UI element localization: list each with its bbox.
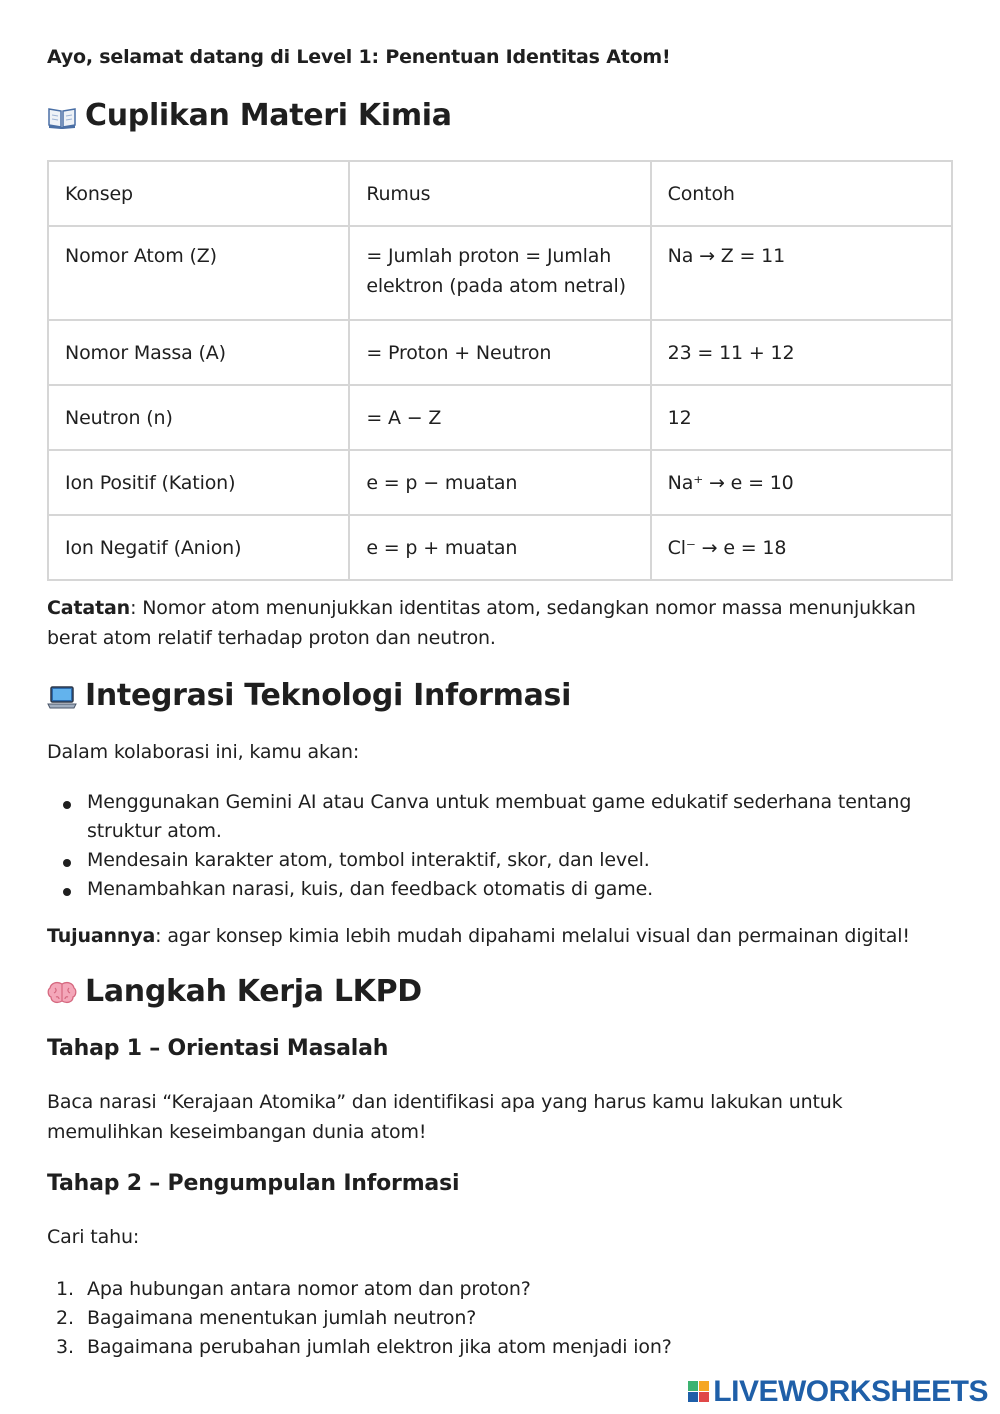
list-item: 1. Apa hubungan antara nomor atom dan proton?	[56, 1278, 531, 1300]
section2-lead: Dalam kolaborasi ini, kamu akan:	[47, 741, 360, 763]
intro-text: Ayo, selamat datang di Level 1: Penentuan Identitas Atom!	[47, 46, 671, 68]
note-text: : Nomor atom menunjukkan identitas atom, sedangkan nomor massa menunjukkan berat atom relatif terhadap proton dan neutron.	[47, 597, 916, 649]
section-title-text: Langkah Kerja LKPD	[85, 974, 422, 1009]
question-text: Bagaimana perubahan jumlah elektron jika atom menjadi ion?	[87, 1336, 672, 1358]
table-row	[48, 320, 952, 385]
section-title-materi	[47, 98, 452, 133]
table-header-row	[48, 161, 952, 226]
table-cell: Ion Negatif (Anion)	[48, 515, 349, 580]
brain-icon	[47, 979, 77, 1005]
liveworksheets-logo	[688, 1375, 988, 1409]
table-cell: = Proton + Neutron	[349, 320, 650, 385]
table-header-cell: Konsep	[48, 161, 349, 226]
table-row	[48, 226, 952, 320]
question-list	[47, 1275, 672, 1362]
table-row	[48, 385, 952, 450]
table-cell: 23 = 11 + 12	[651, 320, 952, 385]
step1-text: Baca narasi “Kerajaan Atomika” dan identifikasi apa yang harus kamu lakukan untuk memulihkan keseimbangan dunia atom!	[47, 1091, 843, 1143]
section-title-text: Integrasi Teknologi Informasi	[85, 678, 572, 713]
table-cell: Cl⁻ → e = 18	[651, 515, 952, 580]
list-item: 2. Bagaimana menentukan jumlah neutron?	[56, 1307, 477, 1329]
list-item: Mendesain karakter atom, tombol interaktif, skor, dan level.	[47, 846, 927, 875]
table-header-cell: Contoh	[651, 161, 952, 226]
note-label: Catatan	[47, 597, 131, 619]
list-item: Menggunakan Gemini AI atau Canva untuk membuat game edukatif sederhana tentang struktur atom.	[47, 788, 927, 846]
table-row	[48, 515, 952, 580]
list-item: Menambahkan narasi, kuis, dan feedback otomatis di game.	[47, 875, 927, 904]
goal-text: : agar konsep kimia lebih mudah dipahami melalui visual dan permainan digital!	[155, 925, 910, 947]
table-header-cell: Rumus	[349, 161, 650, 226]
table-cell: Nomor Atom (Z)	[48, 226, 349, 320]
table-cell: Nomor Massa (A)	[48, 320, 349, 385]
question-text: Bagaimana menentukan jumlah neutron?	[87, 1307, 477, 1329]
list-item: 3. Bagaimana perubahan jumlah elektron jika atom menjadi ion?	[56, 1336, 672, 1358]
note-paragraph	[47, 593, 947, 653]
book-icon	[47, 103, 77, 129]
goal-paragraph	[47, 921, 947, 951]
table-cell: = A − Z	[349, 385, 650, 450]
section-title-langkah	[47, 974, 422, 1009]
brand-text: LIVEWORKSHEETS	[713, 1375, 988, 1408]
step2-title: Tahap 2 – Pengumpulan Informasi	[47, 1171, 460, 1196]
step1-title: Tahap 1 – Orientasi Masalah	[47, 1036, 389, 1061]
kolaborasi-list	[47, 788, 927, 904]
table-row	[48, 450, 952, 515]
question-text: Apa hubungan antara nomor atom dan proton?	[87, 1278, 531, 1300]
table-cell: Na⁺ → e = 10	[651, 450, 952, 515]
materi-table	[47, 160, 953, 581]
table-cell: = Jumlah proton = Jumlah elektron (pada atom netral)	[349, 226, 650, 320]
table-cell: Neutron (n)	[48, 385, 349, 450]
step2-lead: Cari tahu:	[47, 1226, 140, 1248]
section-title-teknologi	[47, 678, 571, 713]
section-title-text: Cuplikan Materi Kimia	[85, 98, 452, 133]
table-cell: e = p + muatan	[349, 515, 650, 580]
table-cell: Ion Positif (Kation)	[48, 450, 349, 515]
table-cell: Na → Z = 11	[651, 226, 952, 320]
goal-label: Tujuannya	[47, 925, 156, 947]
table-cell: e = p − muatan	[349, 450, 650, 515]
table-cell: 12	[651, 385, 952, 450]
logo-mark-icon	[688, 1381, 710, 1403]
laptop-icon	[47, 683, 77, 709]
